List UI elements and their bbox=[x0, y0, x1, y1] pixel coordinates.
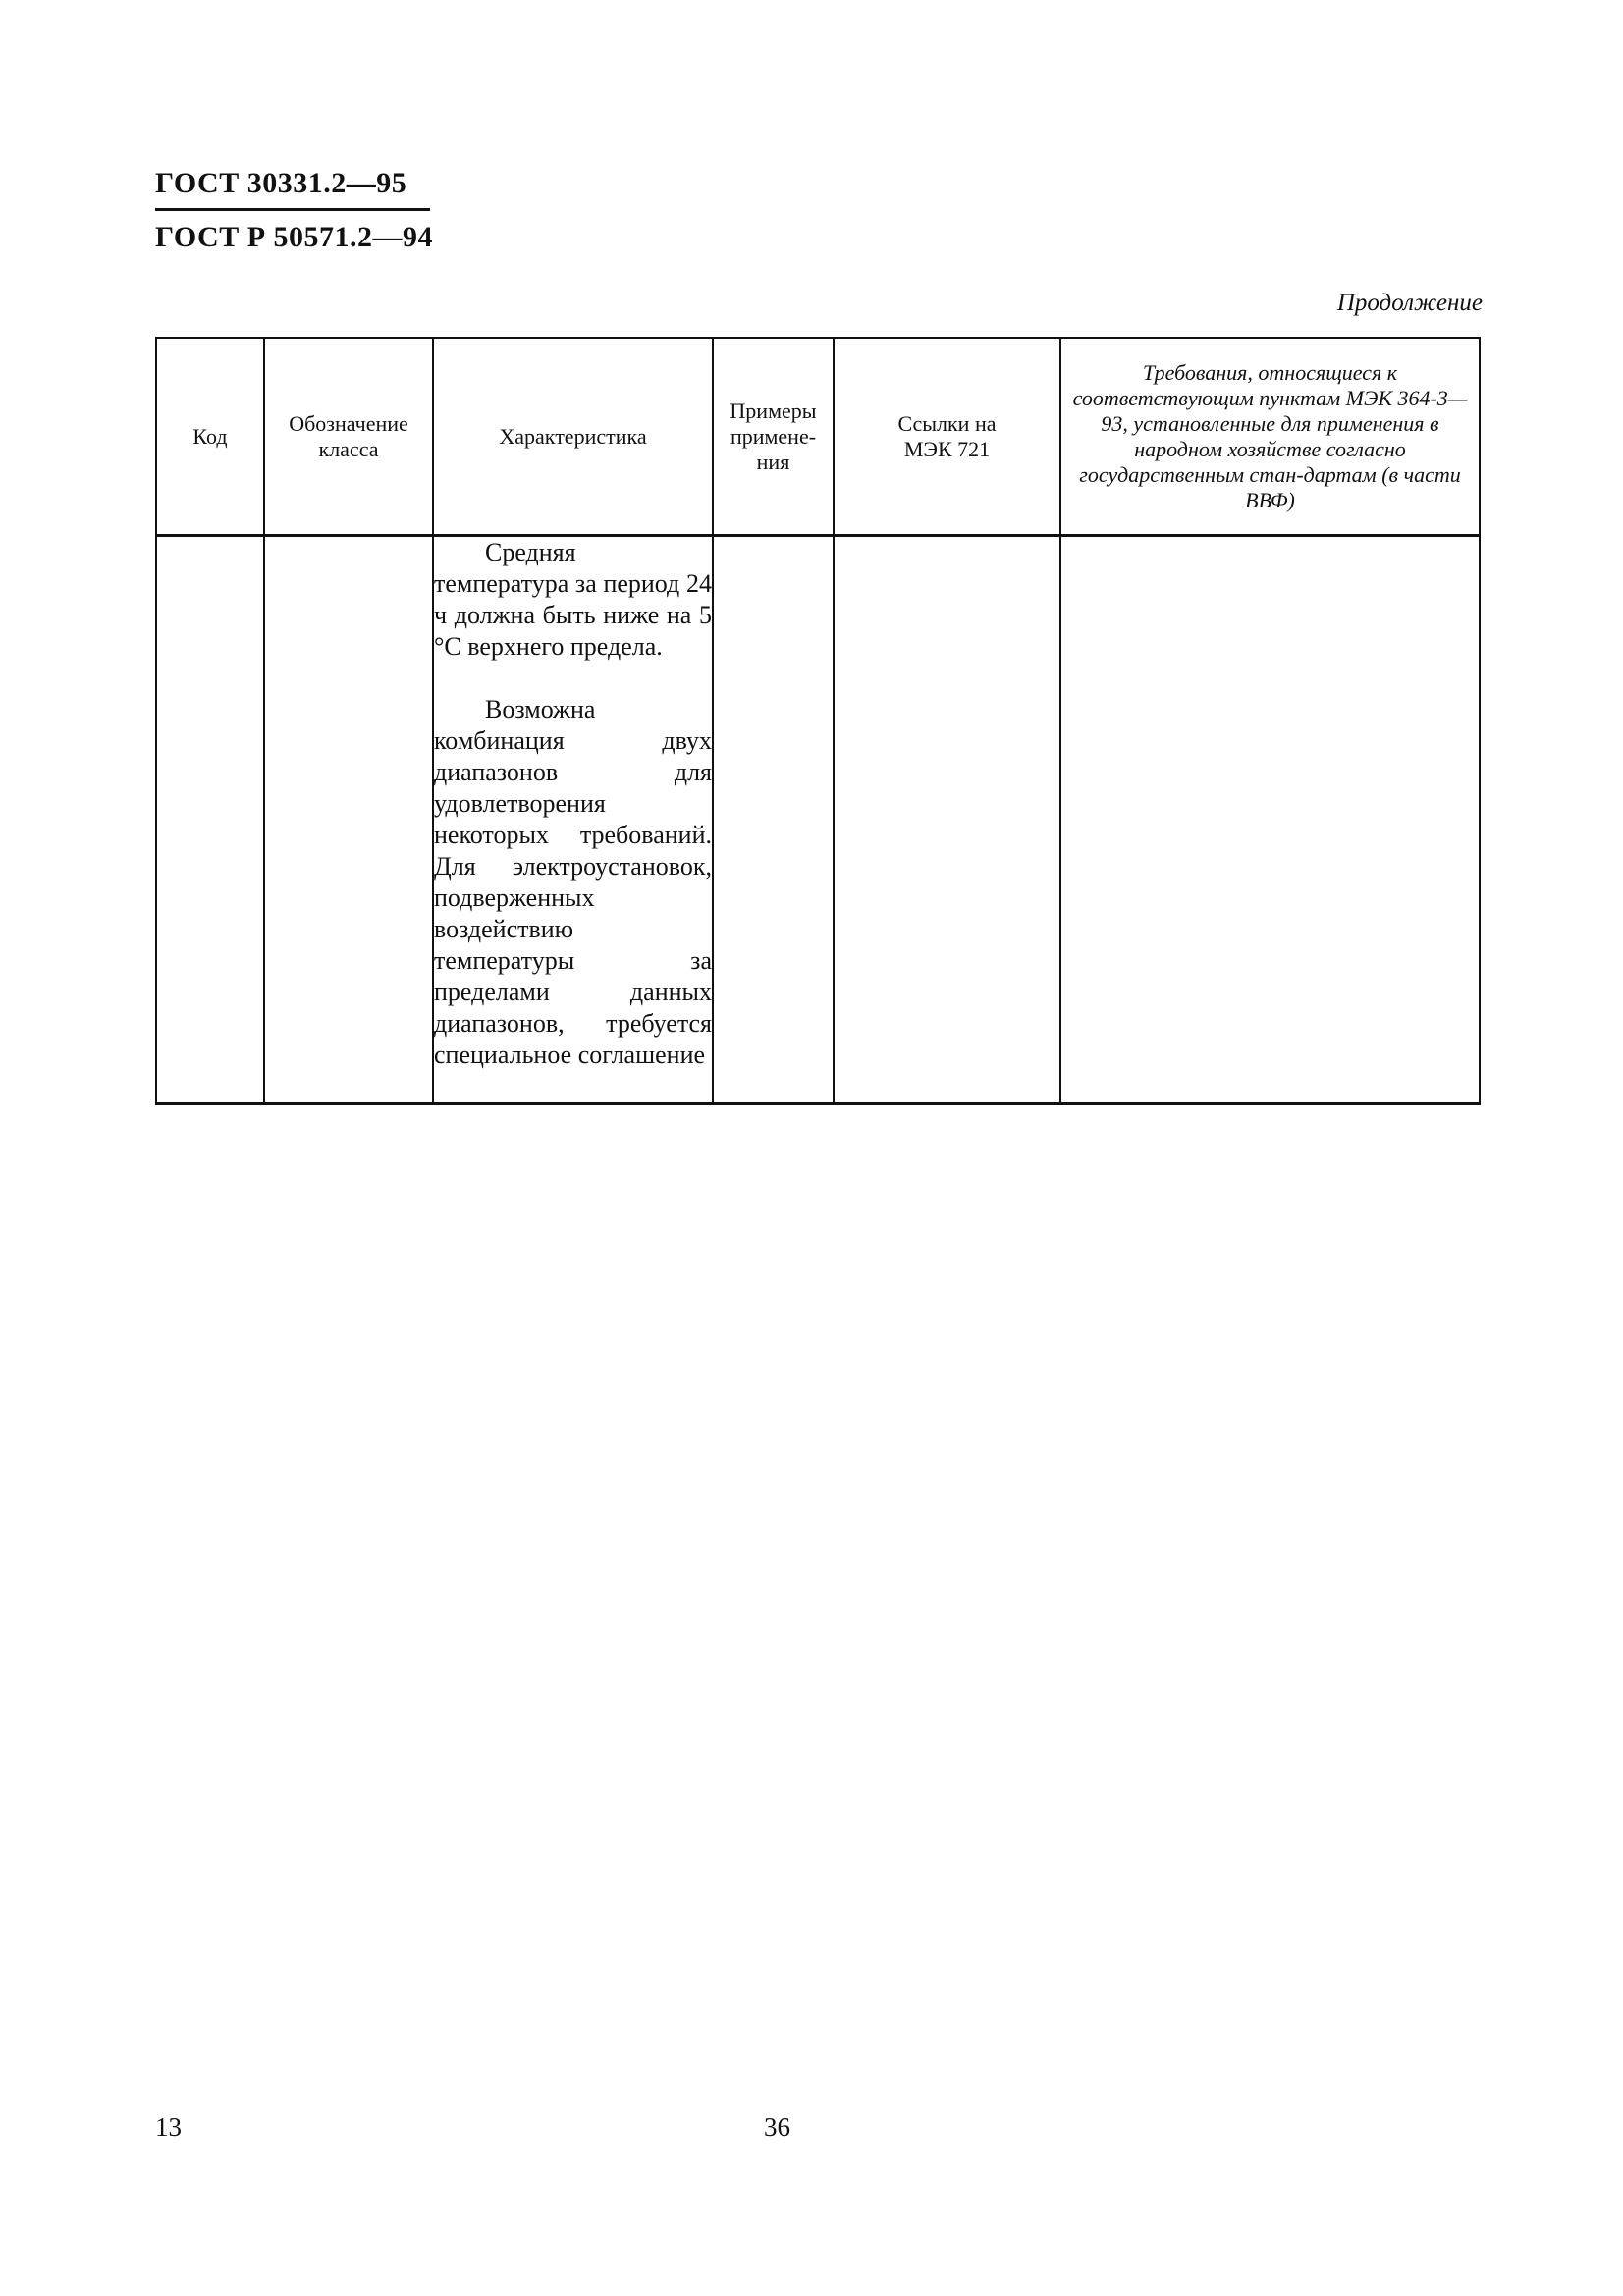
page-number-center: 36 bbox=[764, 2112, 790, 2142]
standard-number-primary: ГОСТ 30331.2—95 bbox=[155, 167, 407, 199]
table-header-row bbox=[156, 338, 1480, 536]
classification-table bbox=[155, 337, 1481, 1105]
cell-application-examples bbox=[713, 536, 834, 1104]
document-header bbox=[155, 165, 433, 256]
characteristic-paragraph: Средняя температура за период 24 ч должна быть ниже на 5 °С верхнего предела. bbox=[434, 538, 712, 661]
column-header-examples: Примеры примене-ния bbox=[713, 338, 834, 536]
column-header-iec-refs: Ссылки на МЭК 721 bbox=[834, 338, 1060, 536]
column-header-code: Код bbox=[156, 338, 264, 536]
column-header-requirements: Требования, относящиеся к соответствующим пунктам МЭК 364-3—93, установленные для применения в народном хозяйстве согласно государственным стан-дартам (в части ВВФ) bbox=[1060, 338, 1480, 536]
cell-code bbox=[156, 536, 264, 1104]
table-row bbox=[156, 536, 1480, 1104]
cell-requirements bbox=[1060, 536, 1480, 1104]
cell-iec-refs bbox=[834, 536, 1060, 1104]
continuation-label: Продолжение bbox=[1336, 290, 1483, 316]
header-divider bbox=[155, 208, 430, 211]
characteristic-paragraph: Возможна комбинация двух диапазонов для удовлетворения некоторых требований. Для электроустановок, подверженных воздействию температуры за пределами данных диапазонов, требуется специальное соглашение bbox=[434, 695, 712, 1069]
cell-class-designation bbox=[264, 536, 433, 1104]
column-header-class: Обозначение класса bbox=[264, 338, 433, 536]
standard-number-secondary: ГОСТ Р 50571.2—94 bbox=[155, 221, 434, 253]
column-header-characteristic: Характеристика bbox=[433, 338, 713, 536]
cell-characteristic bbox=[433, 536, 713, 1104]
page-number-left: 13 bbox=[155, 2112, 182, 2142]
